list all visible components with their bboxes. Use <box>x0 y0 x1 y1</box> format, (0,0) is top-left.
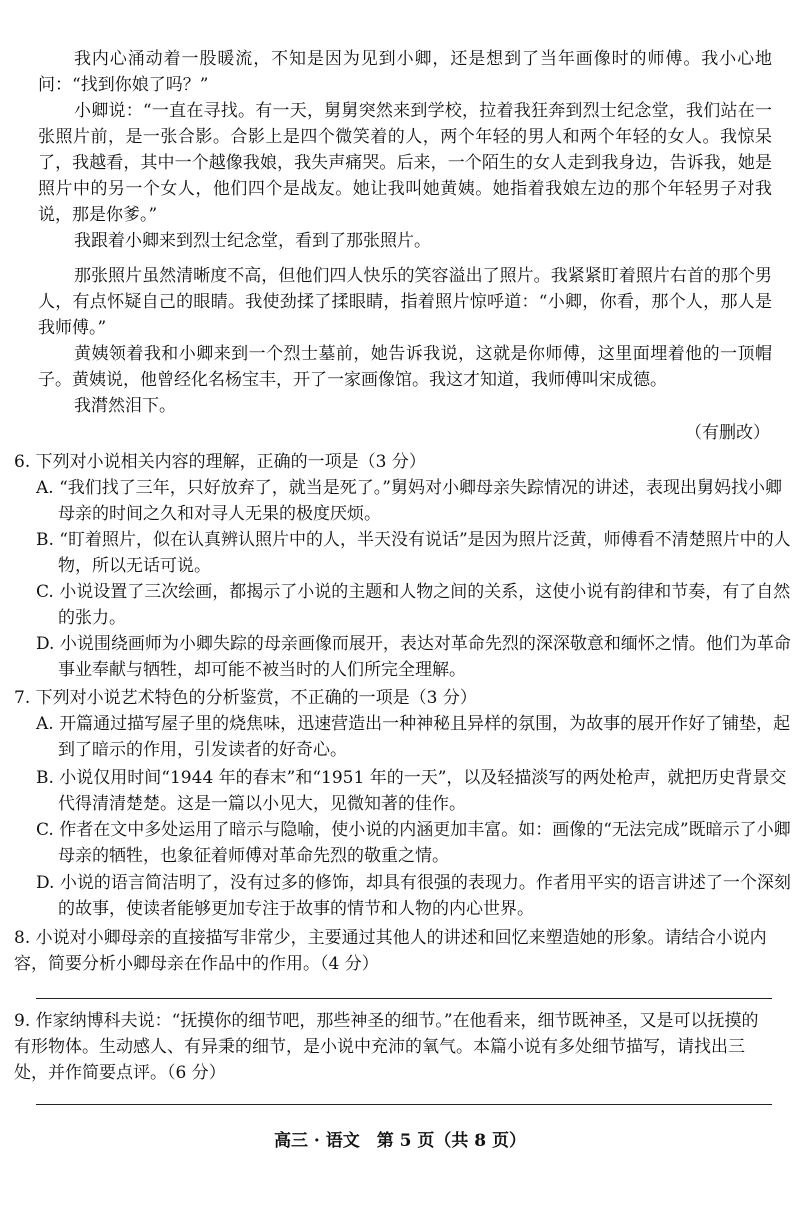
question-7-option-b: B. 小说仅用时间“1944 年的春末”和“1951 年的一天”，以及轻描淡写的两处枪声，就把历史背景交代得清清楚楚。这是一篇以小见大，见微知著的佳作。 <box>36 768 787 814</box>
question-6-option-b: B. “盯着照片，似在认真辨认照片中的人，半天没有说话”是因为照片泛黄，师傅看不清楚照片中的人物，所以无话可说。 <box>36 530 791 576</box>
story-paragraph: 我潸然泪下。 <box>74 396 176 416</box>
story-paragraph: 那张照片虽然清晰度不高，但他们四人快乐的笑容溢出了照片。我紧紧盯着照片右首的那个男人，有点怀疑自己的眼睛。我使劲揉了揉眼睛，指着照片惊呼道：“小卿，你看，那个人，那人是我师傅。” <box>38 266 772 338</box>
page-footer: 高三 · 语文 第 5 页（共 8 页） <box>273 1131 527 1151</box>
story-paragraph: 我内心涌动着一股暖流，不知是因为见到小卿，还是想到了当年画像时的师傅。我小心地问：“找到你娘了吗？” <box>38 49 772 95</box>
story-paragraph: 我跟着小卿来到烈士纪念堂，看到了那张照片。 <box>74 231 431 251</box>
question-6-option-a: A. “我们找了三年，只好放弃了，就当是死了。”舅妈对小卿母亲失踪情况的讲述，表现出舅妈找小卿母亲的时间之久和对寻人无果的极度厌烦。 <box>36 478 782 524</box>
edit-note: （有删改） <box>685 423 770 443</box>
question-7-option-d: D. 小说的语言简洁明了，没有过多的修饰，却具有很强的表现力。作者用平实的语言讲述了一个深刻的故事，使读者能够更加专注于故事的情节和人物的内心世界。 <box>36 873 791 919</box>
question-7-option-a: A. 开篇通过描写屋子里的烧焦味，迅速营造出一种神秘且异样的氛围，为故事的展开作好了铺垫，起到了暗示的作用，引发读者的好奇心。 <box>36 714 791 760</box>
question-6-stem: 6. 下列对小说相关内容的理解，正确的一项是（3 分） <box>14 452 426 472</box>
question-6-option-d: D. 小说围绕画师为小卿失踪的母亲画像而展开，表达对革命先烈的深深敬意和缅怀之情。他们为革命事业奉献与牺牲，却可能不被当时的人们所完全理解。 <box>36 634 791 680</box>
question-6-option-c: C. 小说设置了三次绘画，都揭示了小说的主题和人物之间的关系，这使小说有韵律和节奏，有了自然的张力。 <box>36 582 791 628</box>
answer-line <box>36 1104 772 1105</box>
question-8-stem: 8. 小说对小卿母亲的直接描写非常少，主要通过其他人的讲述和回忆来塑造她的形象。请结合小说内容，简要分析小卿母亲在作品中的作用。（4 分） <box>14 928 767 974</box>
question-9-stem: 9. 作家纳博科夫说：“抚摸你的细节吧，那些神圣的细节。”在他看来，细节既神圣，又是可以抚摸的有形物体。生动感人、有异秉的细节，是小说中充沛的氧气。本篇小说有多处细节描写，请找出三处，并作简要点评。（6 分） <box>14 1011 759 1083</box>
story-paragraph: 小卿说：“一直在寻找。有一天，舅舅突然来到学校，拉着我狂奔到烈士纪念堂，我们站在一张照片前，是一张合影。合影上是四个微笑着的人，两个年轻的男人和两个年轻的女人。我惊呆了，我越看，其中一个越像我娘，我失声痛哭。后来，一个陌生的女人走到我身边，告诉我，她是照片中的另一个女人，他们四个是战友。她让我叫她黄姨。她指着我娘左边的那个年轻男子对我说，那是你爹。” <box>38 101 772 225</box>
answer-line <box>36 998 772 999</box>
question-7-option-c: C. 作者在文中多处运用了暗示与隐喻，使小说的内涵更加丰富。如：画像的“无法完成”既暗示了小卿母亲的牺牲，也象征着师傅对革命先烈的敬重之情。 <box>36 820 791 866</box>
story-paragraph: 黄姨领着我和小卿来到一个烈士墓前，她告诉我说，这就是你师傅，这里面埋着他的一顶帽子。黄姨说，他曾经化名杨宝丰，开了一家画像馆。我这才知道，我师傅叫宋成德。 <box>38 344 772 390</box>
question-7-stem: 7. 下列对小说艺术特色的分析鉴赏，不正确的一项是（3 分） <box>14 688 477 708</box>
